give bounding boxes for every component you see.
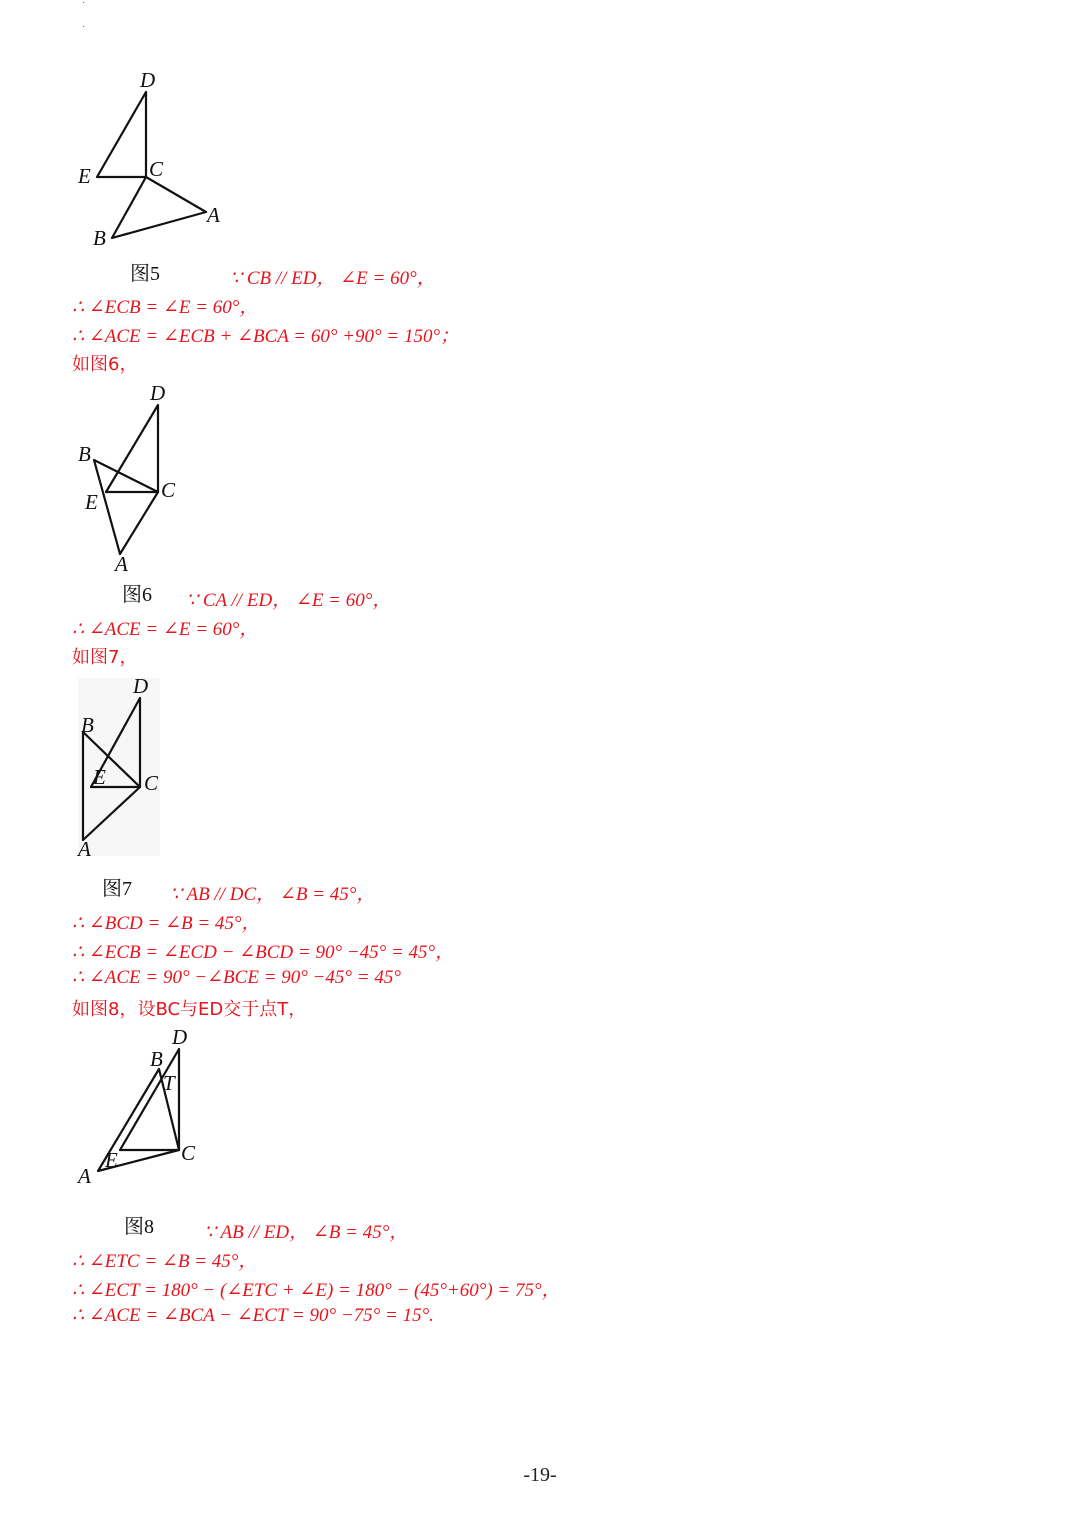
point-label-b: B (150, 1047, 163, 1071)
point-label-c: C (144, 771, 159, 795)
figure-5 (70, 66, 240, 256)
point-label-b: B (93, 226, 106, 250)
fig8-intro: 如图8，设BC与ED交于点T， (72, 999, 307, 1020)
fig7-intro: 如图7， (72, 647, 138, 668)
point-label-e: E (85, 490, 98, 514)
figure-8-caption: 图8 (124, 1216, 154, 1238)
point-label-d: D (133, 674, 149, 698)
fig8-line-2: ∴ ∠ETC = ∠B = 45°， (72, 1251, 258, 1272)
point-label-c: C (149, 157, 164, 181)
point-label-d: D (172, 1025, 188, 1049)
figure-8-diagram (70, 1024, 220, 1194)
point-label-c: C (181, 1141, 196, 1165)
figure-6-diagram (70, 380, 210, 580)
figure-7-caption: 图7 (102, 878, 132, 900)
fig8-line-3: ∴ ∠ECT = 180° − (∠ETC + ∠E) = 180° − (45°+60°) = 75°， (72, 1280, 561, 1301)
fig8-line-1: ∵ AB // ED， ∠B = 45°， (204, 1222, 409, 1243)
fig6-line-1: ∵ CA // ED， ∠E = 60°， (186, 590, 392, 611)
point-label-d: D (150, 381, 166, 405)
speck-mark: · (82, 0, 86, 9)
figure-6 (70, 380, 210, 580)
point-label-d: D (140, 68, 156, 92)
fig5-line-2: ∴ ∠ECB = ∠E = 60°， (72, 297, 259, 318)
point-label-e: E (93, 765, 106, 789)
figure-5-caption: 图5 (130, 263, 160, 285)
page-number: -19- (523, 1464, 557, 1486)
point-label-a: A (207, 203, 220, 227)
fig7-line-2: ∴ ∠BCD = ∠B = 45°， (72, 913, 261, 934)
fig5-line-3: ∴ ∠ACE = ∠ECB + ∠BCA = 60° +90° = 150°； (72, 326, 460, 347)
triangle-dec (97, 92, 146, 177)
figure-6-caption: 图6 (122, 584, 152, 606)
point-label-t: T (163, 1071, 175, 1095)
fig8-line-4: ∴ ∠ACE = ∠BCA − ∠ECT = 90° −75° = 15°. (72, 1305, 434, 1326)
fig7-line-3: ∴ ∠ECB = ∠ECD − ∠BCD = 90° −45° = 45°， (72, 942, 455, 963)
fig6-line-2: ∴ ∠ACE = ∠E = 60°， (72, 619, 259, 640)
fig7-line-1: ∵ AB // DC， ∠B = 45°， (170, 884, 376, 905)
point-label-a: A (115, 552, 128, 576)
point-label-b: B (81, 713, 94, 737)
point-label-b: B (78, 442, 91, 466)
point-label-e: E (105, 1148, 118, 1172)
point-label-c: C (161, 478, 176, 502)
fig6-intro: 如图6， (72, 354, 138, 375)
triangle-bca (94, 460, 158, 554)
point-label-a: A (78, 1164, 91, 1188)
figure-7 (70, 672, 180, 867)
fig7-line-4: ∴ ∠ACE = 90° −∠BCE = 90° −45° = 45° (72, 967, 401, 988)
point-label-a: A (78, 837, 91, 861)
figure-5-diagram (70, 66, 240, 256)
point-label-e: E (78, 164, 91, 188)
triangle-bca (112, 177, 206, 238)
figure-7-diagram (70, 672, 180, 867)
speck-mark: · (82, 22, 86, 33)
figure-8 (70, 1024, 220, 1194)
fig5-line-1: ∵ CB // ED， ∠E = 60°， (230, 268, 436, 289)
